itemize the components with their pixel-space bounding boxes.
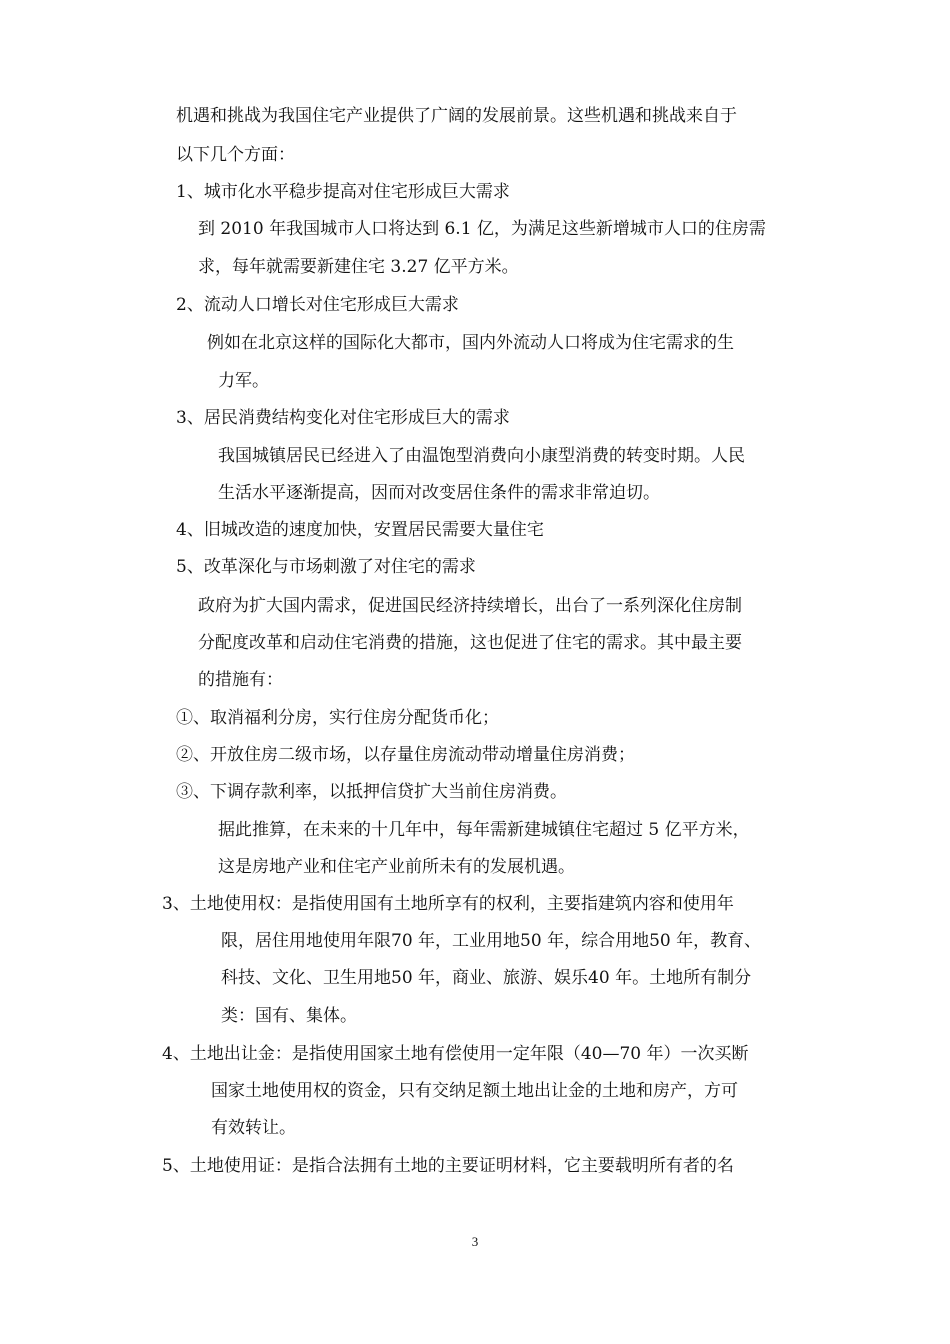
list-item: ①、取消福利分房，实行住房分配货币化； — [176, 708, 499, 728]
list-item: ②、开放住房二级市场，以存量住房流动带动增量住房消费； — [176, 745, 635, 765]
text-line: 求，每年就需要新建住宅 3.27 亿平方米。 — [198, 257, 519, 277]
list-heading: 4、土地出让金：是指使用国家土地有偿使用一定年限（40—70 年）一次买断 — [162, 1044, 749, 1064]
text-line: 科技、文化、卫生用地50 年，商业、旅游、娱乐40 年。土地所有制分 — [221, 968, 752, 988]
text-line: 的措施有： — [198, 670, 283, 690]
list-heading: 5、土地使用证：是指合法拥有土地的主要证明材料，它主要载明所有者的名 — [162, 1156, 734, 1176]
text-line: 国家土地使用权的资金，只有交纳足额土地出让金的土地和房产，方可 — [211, 1081, 738, 1101]
text-line: 这是房地产业和住宅产业前所未有的发展机遇。 — [218, 857, 575, 877]
text-line: 力军。 — [218, 371, 269, 391]
text-line: 政府为扩大国内需求，促进国民经济持续增长，出台了一系列深化住房制 — [198, 596, 742, 616]
list-heading: 3、土地使用权：是指使用国有土地所享有的权利，主要指建筑内容和使用年 — [162, 894, 734, 914]
text-line: 以下几个方面： — [176, 145, 295, 165]
text-line: 到 2010 年我国城市人口将达到 6.1 亿，为满足这些新增城市人口的住房需 — [198, 219, 766, 239]
text-line: 有效转让。 — [211, 1118, 296, 1138]
text-line: 分配度改革和启动住宅消费的措施，这也促进了住宅的需求。其中最主要 — [198, 633, 742, 653]
text-line: 机遇和挑战为我国住宅产业提供了广阔的发展前景。这些机遇和挑战来自于 — [176, 106, 737, 126]
list-heading: 1、城市化水平稳步提高对住宅形成巨大需求 — [176, 182, 510, 202]
text-line: 我国城镇居民已经进入了由温饱型消费向小康型消费的转变时期。人民 — [218, 446, 745, 466]
page-number: 3 — [471, 1234, 479, 1249]
list-heading: 5、改革深化与市场刺激了对住宅的需求 — [176, 557, 476, 577]
text-line: 类：国有、集体。 — [221, 1006, 357, 1026]
list-heading: 4、旧城改造的速度加快，安置居民需要大量住宅 — [176, 520, 544, 540]
list-heading: 3、居民消费结构变化对住宅形成巨大的需求 — [176, 408, 510, 428]
text-line: 限，居住用地使用年限70 年，工业用地50 年，综合用地50 年，教育、 — [221, 931, 762, 951]
text-line: 生活水平逐渐提高，因而对改变居住条件的需求非常迫切。 — [218, 483, 660, 503]
list-heading: 2、流动人口增长对住宅形成巨大需求 — [176, 295, 459, 315]
text-line: 例如在北京这样的国际化大都市，国内外流动人口将成为住宅需求的生 — [207, 333, 734, 353]
list-item: ③、下调存款利率，以抵押信贷扩大当前住房消费。 — [176, 782, 567, 802]
text-line: 据此推算，在未来的十几年中，每年需新建城镇住宅超过 5 亿平方米， — [218, 820, 750, 840]
